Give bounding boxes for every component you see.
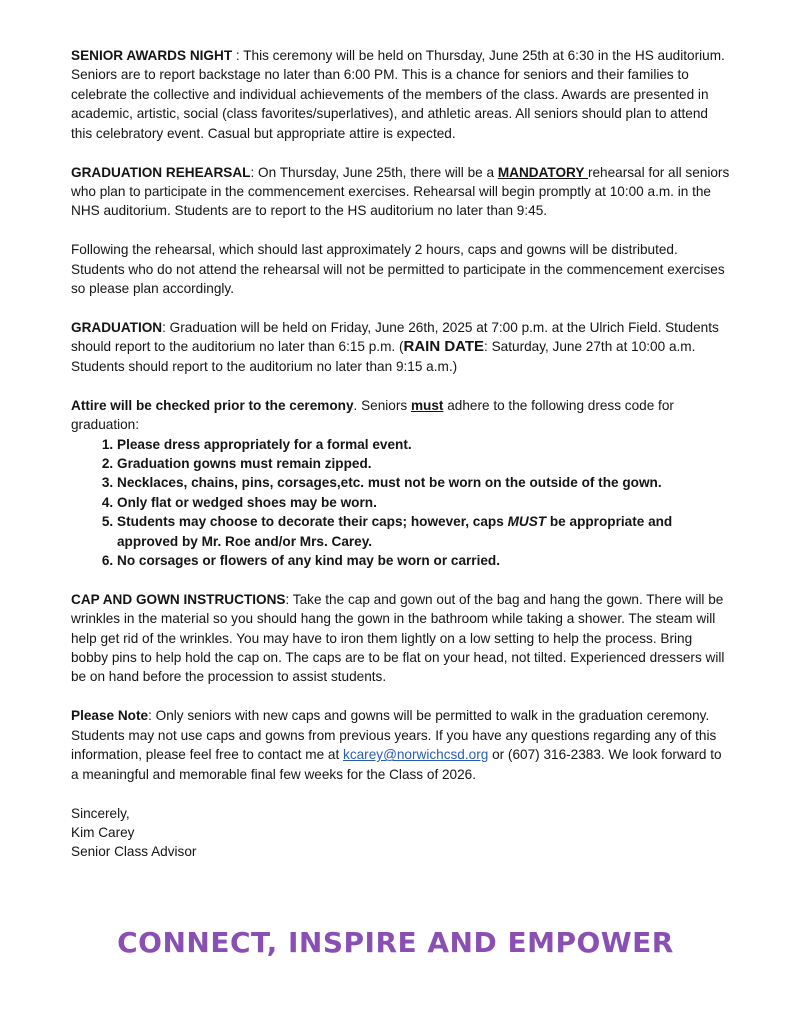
dress-rule-5: 5. Students may choose to decorate their caps; however, caps MUST be appropriate and approved by Mr. Roe and/or Mrs. Carey. [117, 512, 731, 551]
attire-paragraph [71, 396, 731, 435]
note-text-b: or (607) 316-2383. We look forward to a meaningful and memorable final few weeks for the Class of 2026. [71, 747, 722, 782]
graduation-text-a: : Graduation will be held on Friday, June 26th, 2025 at 7:00 p.m. at the Ulrich Field. Students should report to the auditorium no later than 6:15 p.m. ( [71, 319, 719, 355]
attire-heading: Attire will be checked prior to the ceremony [71, 397, 354, 413]
footer-motto: CONNECT, INSPIRE AND EMPOWER [117, 926, 674, 959]
signature-title: Senior Class Advisor [71, 844, 197, 860]
dress-code-list [71, 435, 731, 571]
attire-text-b: adhere to the following dress code for graduation: [71, 397, 674, 433]
email-link[interactable]: kcarey@norwichcsd.org [343, 747, 489, 763]
graduation-text-b: : Saturday, June 27th at 10:00 a.m. Students should report to the auditorium no later than 9:15 a.m.) [71, 339, 696, 374]
dress-rule-1: 1. Please dress appropriately for a formal event. [117, 435, 731, 454]
must-emphasis: must [410, 397, 444, 413]
note-paragraph [71, 706, 731, 784]
cap-gown-heading: CAP AND GOWN INSTRUCTIONS [71, 591, 286, 607]
note-text-a: : Only seniors with new caps and gowns will be permitted to walk in the graduation ceremony. Students may not use caps and gowns from previous years. If you have any questions regarding any of this information, please feel free to contact me at [71, 708, 717, 763]
attire-text-a: . Seniors [353, 397, 411, 413]
awards-paragraph [71, 46, 731, 143]
cap-gown-text: : Take the cap and gown out of the bag and hang the gown. There will be wrinkles in the material so you should hang the gown in the bathroom while taking a shower. The steam will help get rid of the wrinkles. You may have to iron them lightly on a low setting to help the process. Bring bobby pins to help hold the cap on. The caps are to be flat on your head, not tilted. Experienced dressers will be on hand before the procession to assist students. [71, 591, 725, 685]
graduation-paragraph [71, 318, 731, 376]
letter-body [71, 46, 731, 862]
mandatory-emphasis: MANDATORY [497, 164, 588, 180]
rehearsal-heading: GRADUATION REHEARSAL [71, 164, 251, 180]
dress-rule-6: 6. No corsages or flowers of any kind may be worn or carried. [117, 551, 731, 570]
dress-rule-4: 4. Only flat or wedged shoes may be worn. [117, 493, 731, 512]
note-heading: Please Note [71, 708, 149, 724]
signature-name: Kim Carey [71, 824, 135, 840]
awards-text: : This ceremony will be held on Thursday, June 25th at 6:30 in the HS auditorium. Seniors are to report backstage no later than 6:00 PM. This is a chance for seniors and their families to celebrate the collective and individual achievements of the members of the class. Awards are presented in academic, artistic, social (class favorites/superlatives), and athletic areas. All seniors should plan to attend this celebratory event. Casual but appropriate attire is expected. [71, 48, 725, 141]
rain-date-label: RAIN DATE [403, 338, 485, 356]
rehearsal-text-a: : On Thursday, June 25th, there will be a [250, 164, 498, 180]
graduation-heading: GRADUATION [71, 319, 163, 335]
following-paragraph: Following the rehearsal, which should last approximately 2 hours, caps and gowns will be distributed. Students who do not attend the rehearsal will not be permitted to participate in the commencement exercises so please plan accordingly. [71, 242, 725, 297]
cap-gown-paragraph [71, 590, 731, 687]
signature-closing: Sincerely, [71, 805, 130, 821]
dress-rule-2: 2. Graduation gowns must remain zipped. [117, 454, 731, 473]
rehearsal-paragraph [71, 163, 731, 221]
rehearsal-text-b: rehearsal for all seniors who plan to participate in the commencement exercises. Rehearsal will begin promptly at 10:00 a.m. in the NHS auditorium. Students are to report to the HS auditorium no later than 9:45. [71, 164, 730, 219]
dress-rule-3: 3. Necklaces, chains, pins, corsages,etc. must not be worn on the outside of the gown. [117, 473, 731, 492]
awards-heading: SENIOR AWARDS NIGHT [71, 48, 233, 63]
